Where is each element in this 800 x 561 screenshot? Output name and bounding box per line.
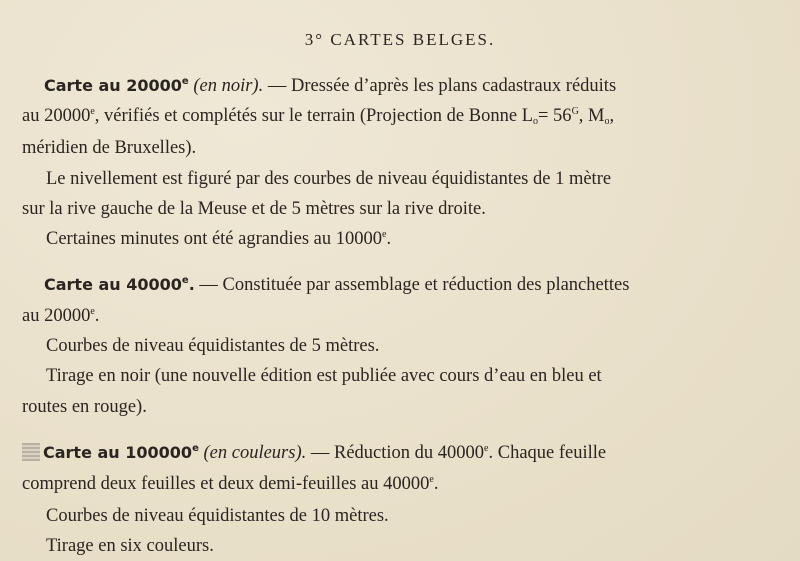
s2-l1-rest: — Constituée par assemblage et réduction des planchettes: [194, 275, 630, 295]
s2-line-4: Tirage en noir (une nouvelle édition est publiée avec cours d’eau en bleu et: [46, 366, 602, 386]
s2-heading: Carte au 40000e.: [44, 275, 195, 294]
s1-line-6: Certaines minutes ont été agrandies au 10000e.: [46, 229, 392, 249]
s3-line-2: comprend deux feuilles et deux demi-feuilles au 40000e.: [22, 474, 439, 494]
s2-line-1: [44, 274, 629, 296]
s1-line-3: méridien de Bruxelles).: [22, 138, 197, 158]
s3-paren: (en couleurs).: [203, 443, 307, 463]
s2-line-2: au 20000e.: [22, 306, 100, 326]
s1-line-2: au 20000e, vérifiés et complétés sur le terrain (Projection de Bonne $L_o= 56^G$, $M_o$,: [22, 106, 615, 127]
s3-heading: Carte au 100000e: [43, 443, 199, 462]
s3-line-4: Tirage en six couleurs.: [46, 536, 214, 556]
s3-line-1: Carte au 100000e (en couleurs). — Réduction du 40000e. Chaque feuille: [22, 442, 606, 464]
ink-smudge: [22, 443, 40, 461]
s1-heading: Carte au 20000e: [44, 76, 189, 95]
s2-line-5: routes en rouge).: [22, 397, 147, 417]
s1-line-4: Le nivellement est figuré par des courbes de niveau équidistantes de 1 mètre: [46, 169, 612, 189]
s2-line-3: Courbes de niveau équidistantes de 5 mètres.: [46, 336, 380, 356]
s1-line-1: [44, 75, 616, 97]
section-title: 3° CARTES BELGES.: [304, 30, 496, 49]
s1-l1-rest: — Dressée d’après les plans cadastraux réduits: [263, 76, 617, 96]
s1-paren: (en noir).: [193, 76, 264, 96]
s3-line-3: Courbes de niveau équidistantes de 10 mètres.: [46, 506, 389, 526]
s1-line-5: sur la rive gauche de la Meuse et de 5 mètres sur la rive droite.: [22, 199, 486, 219]
